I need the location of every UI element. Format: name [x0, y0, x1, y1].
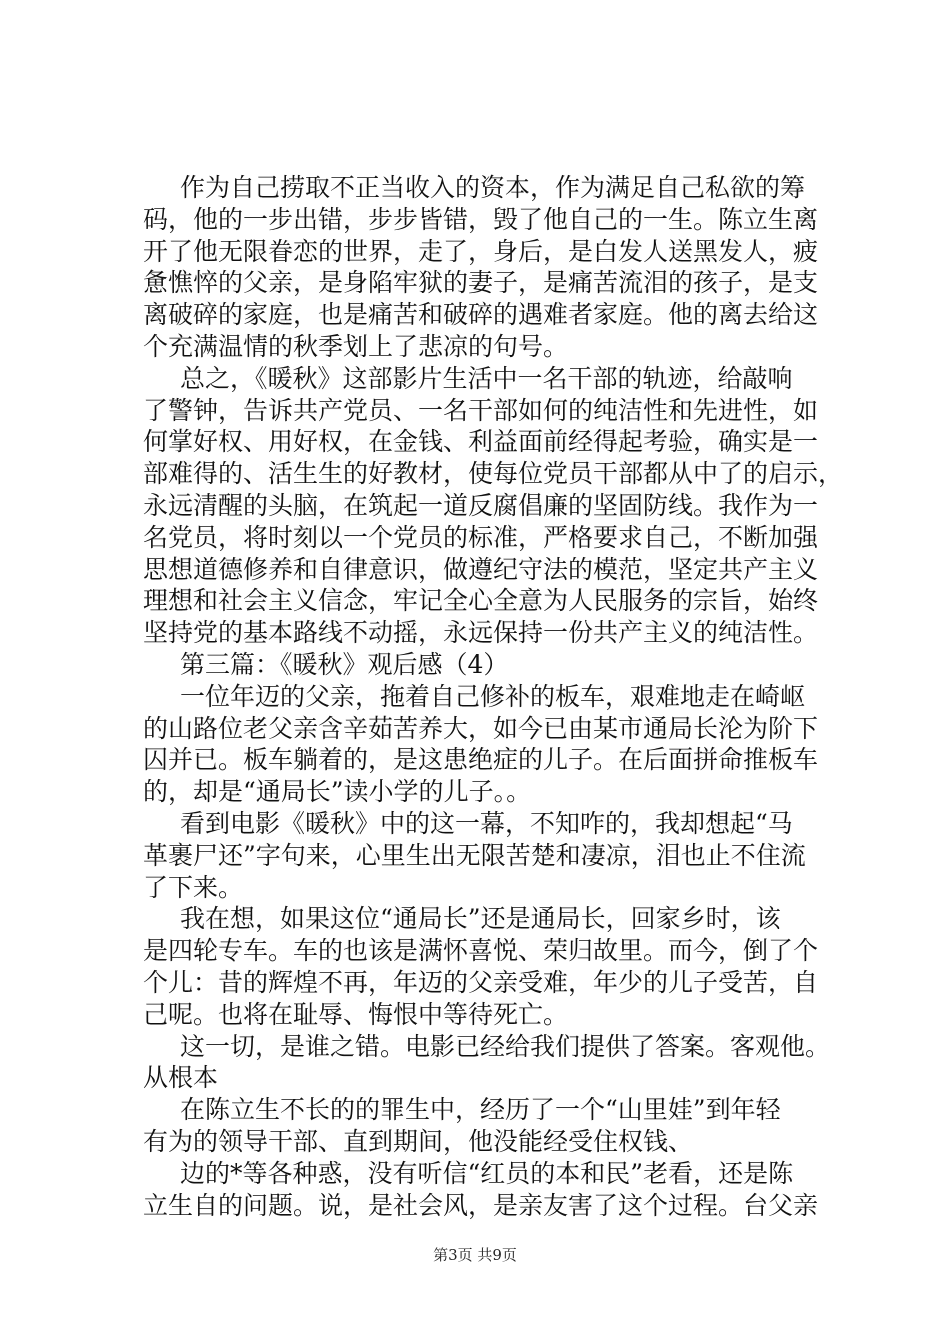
text-line: 一位年迈的父亲，拖着自己修补的板车，艰难地走在崎岖: [180, 681, 806, 711]
text-line: 名党员，将时刻以一个党员的标准，严格要求自己，不断加强: [143, 522, 819, 552]
text-line: 个充满温情的秋季划上了悲凉的句号。: [143, 331, 569, 361]
text-line: 个儿：昔的辉煌不再，年迈的父亲受难，年少的儿子受苦，自: [143, 967, 819, 997]
text-line: 的，却是“通局长”读小学的儿子。。: [143, 777, 532, 807]
text-line: 从根本: [143, 1063, 219, 1093]
page-footer: 第3页 共9页: [433, 1246, 517, 1264]
text-line: 这一切，是谁之错。电影已经给我们提供了答案。客观他。: [180, 1031, 831, 1061]
text-line: 理想和社会主义信念，牢记全心全意为人民服务的宗旨，始终: [143, 586, 819, 616]
text-line: 开了他无限眷恋的世界，走了，身后，是白发人送黑发人，疲: [143, 236, 819, 266]
document-body: [143, 172, 853, 1221]
text-line: 立生自的问题。说，是社会风，是亲友害了这个过程。台父亲: [143, 1190, 819, 1220]
text-line: 革裹尸还”字句来，心里生出无限苦楚和凄凉，泪也止不住流: [143, 840, 806, 870]
text-line: 的山路位老父亲含辛茹苦养大，如今已由某市通局长沦为阶下: [143, 713, 819, 743]
text-line: 我在想，如果这位“通局长”还是通局长，回家乡时，该: [180, 904, 781, 934]
text-line: 坚持党的基本路线不动摇，永远保持一份共产主义的纯洁性。: [143, 618, 819, 648]
text-line: 思想道德修养和自律意识，做遵纪守法的模范，坚定共产主义: [143, 554, 819, 584]
text-line: 离破碎的家庭，也是痛苦和破碎的遇难者家庭。他的离去给这: [143, 300, 819, 330]
text-line: 作为自己捞取不正当收入的资本，作为满足自己私欲的筹: [180, 173, 806, 202]
text-line: 看到电影《暖秋》中的这一幕，不知咋的，我却想起“马: [180, 808, 793, 838]
text-line: 第三篇：《暖秋》观后感（4）: [180, 649, 509, 679]
text-line: 了下来。: [143, 872, 244, 902]
text-line: 何掌好权、用好权，在金钱、利益面前经得起考验，确实是一: [143, 427, 819, 457]
text-line: 边的*等各种惑，没有听信“红员的本和民”老看，还是陈: [180, 1158, 794, 1188]
text-line: 惫憔悴的父亲，是身陷牢狱的妻子，是痛苦流泪的孩子，是支: [143, 268, 819, 298]
text-line: 己呢。也将在耻辱、悔恨中等待死亡。: [143, 999, 569, 1029]
text-line: 永远清醒的头脑，在筑起一道反腐倡廉的坚固防线。我作为一: [143, 490, 819, 520]
text-line: 码，他的一步出错，步步皆错，毁了他自己的一生。陈立生离: [143, 204, 819, 234]
text-line: 有为的领导干部、直到期间，他没能经受住权钱、: [143, 1126, 694, 1156]
text-line: 是四轮专车。车的也该是满怀喜悦、荣归故里。而今，倒了个: [143, 936, 819, 966]
text-line: 囚并已。板车躺着的，是这患绝症的儿子。在后面拼命推板车: [143, 745, 819, 775]
text-line: 了警钟，告诉共产党员、一名干部如何的纯洁性和先进性，如: [143, 395, 819, 425]
text-line: 部难得的、活生生的好教材，使每位党员干部都从中了的启示，: [143, 459, 844, 489]
text-line: 总之，《暖秋》这部影片生活中一名干部的轨迹，给敲响: [180, 363, 793, 393]
text-line: 在陈立生不长的的罪生中，经历了一个“山里娃”到年轻: [180, 1095, 781, 1125]
